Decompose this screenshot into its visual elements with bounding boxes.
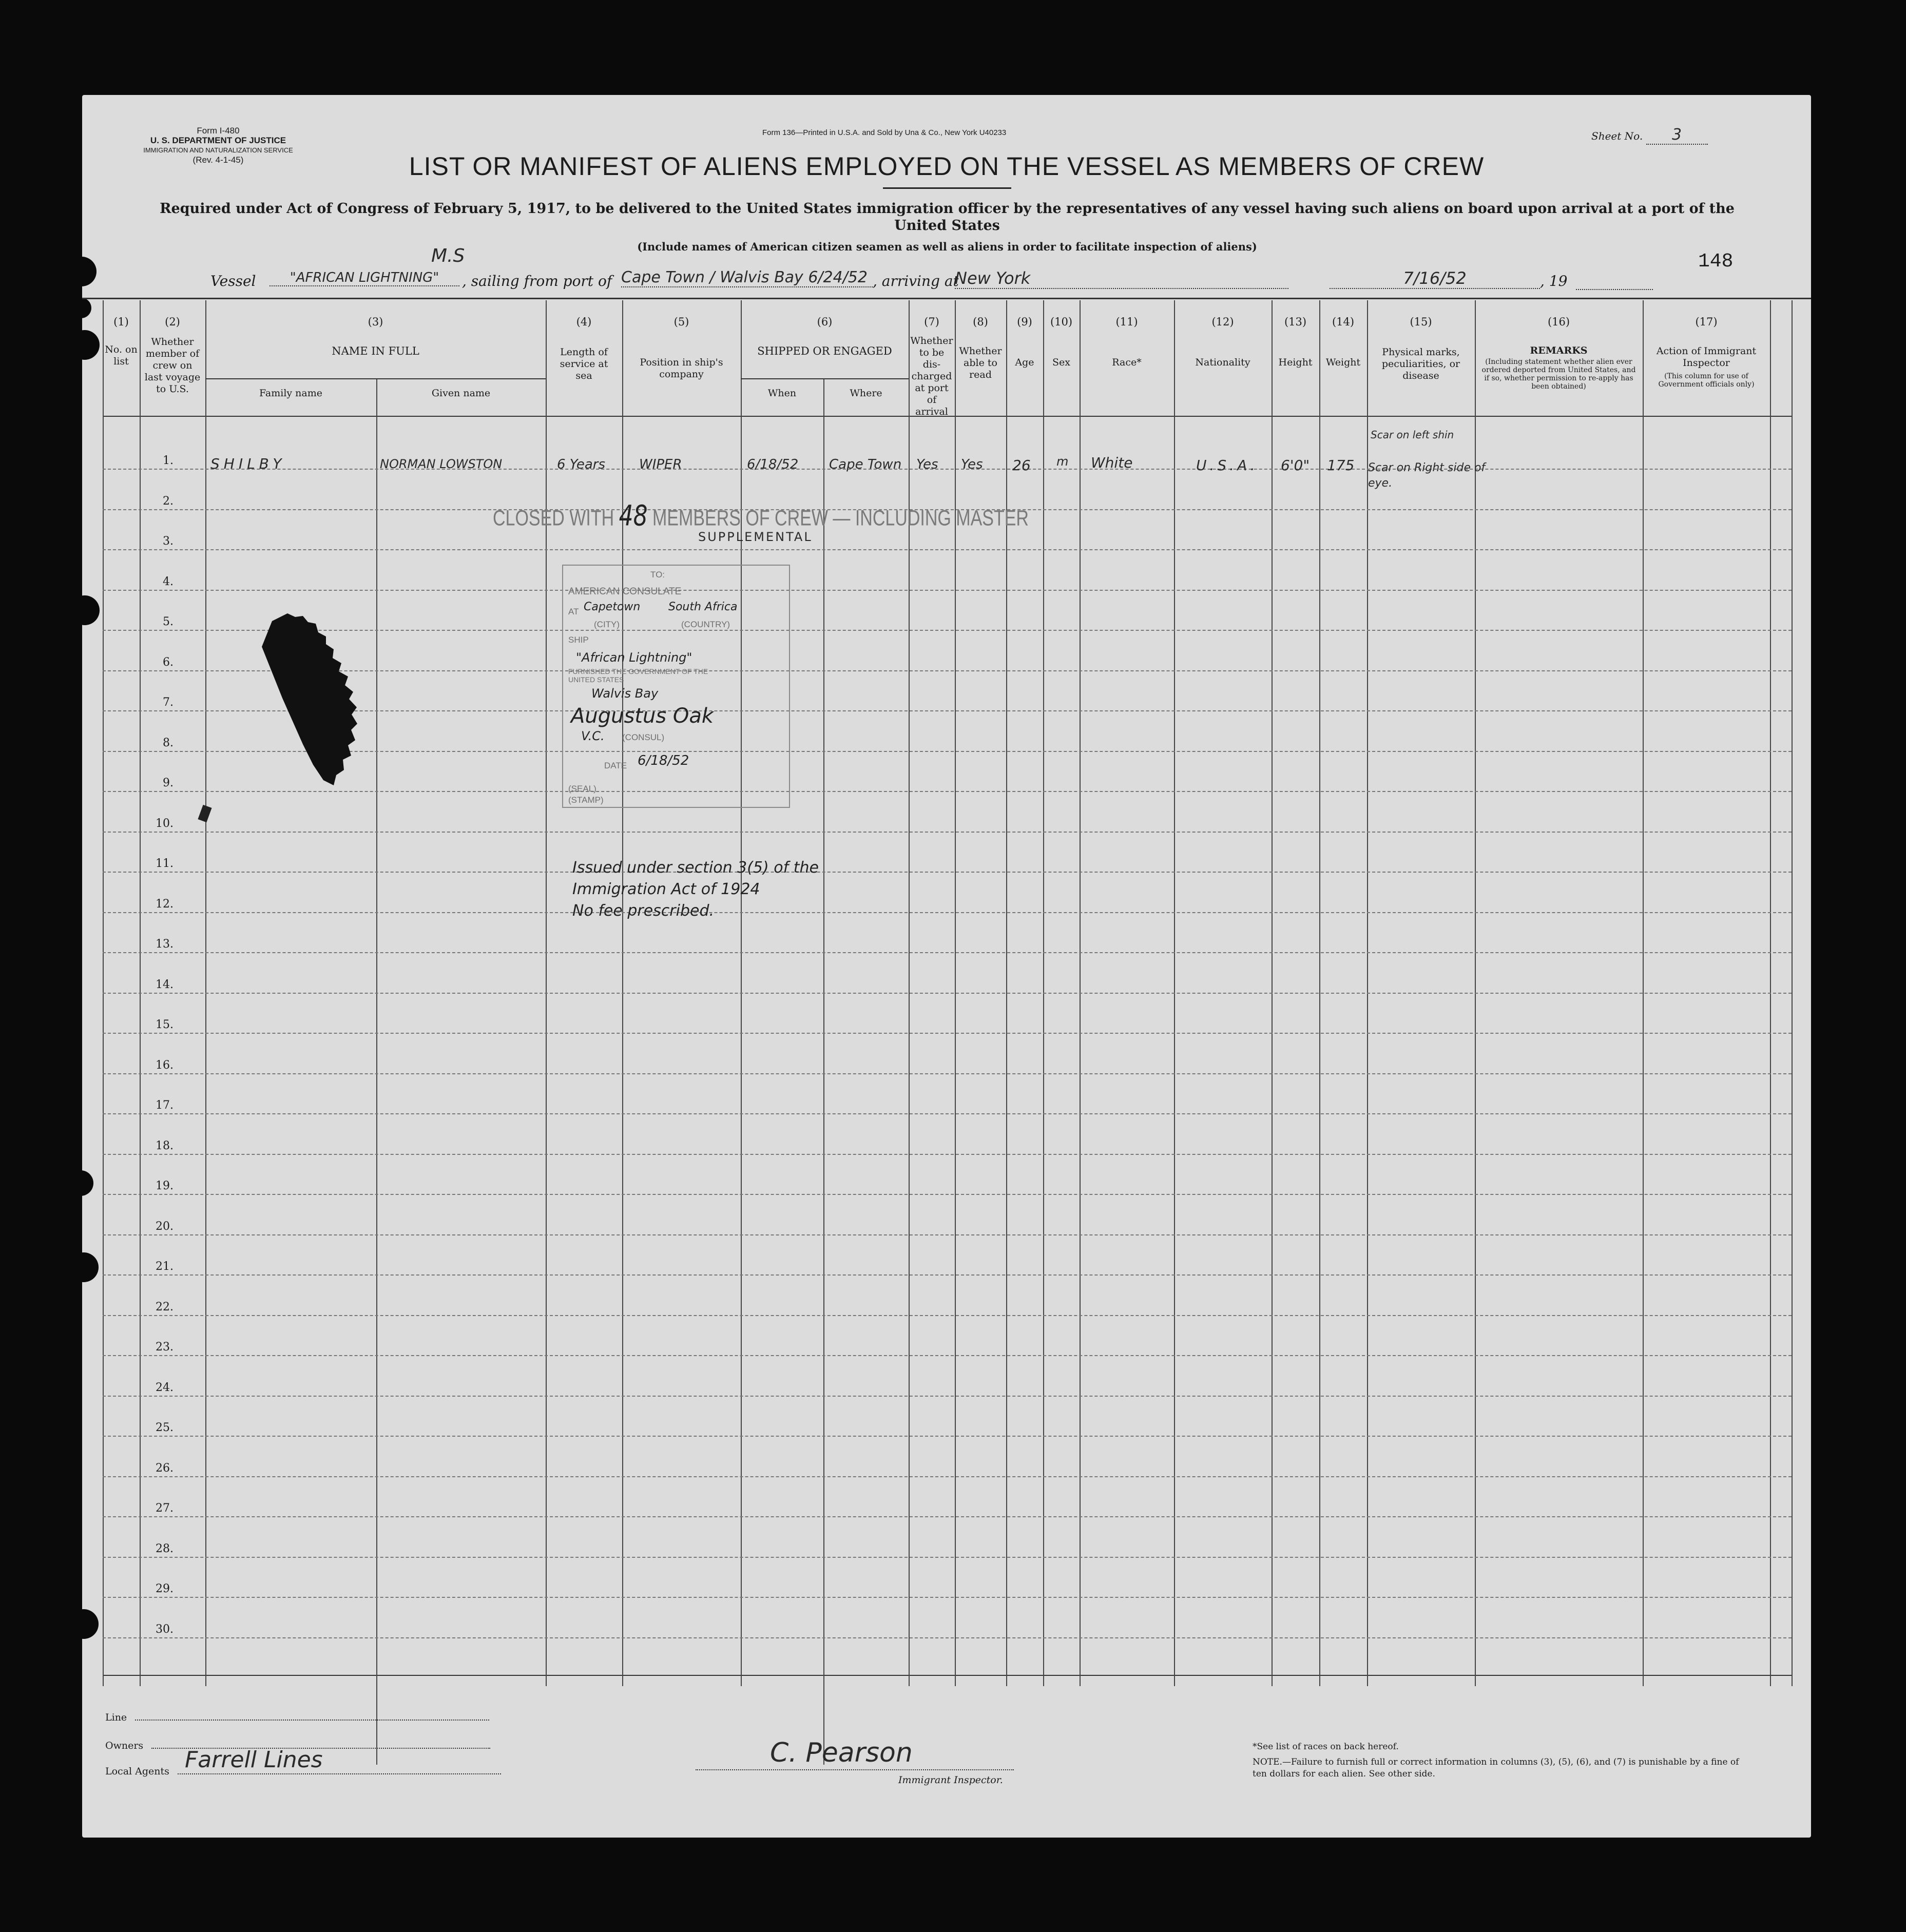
row-number: 2. bbox=[163, 494, 174, 508]
printer-line: Form 136—Printed in U.S.A. and Sold by Una & Co., New York U40233 bbox=[762, 128, 1007, 137]
annotation-line-1: Issued under section 3(5) of the bbox=[572, 859, 819, 877]
vessel-label: Vessel bbox=[210, 273, 256, 289]
service: IMMIGRATION AND NATURALIZATION SERVICE bbox=[143, 146, 293, 154]
owners-label: Owners bbox=[105, 1740, 144, 1751]
col-num-16: (16) bbox=[1547, 316, 1570, 328]
annotation-line-3: No fee prescribed. bbox=[572, 902, 715, 920]
row-rule bbox=[103, 1557, 1792, 1558]
stamp-date-label: DATE bbox=[604, 761, 627, 770]
punch-hole bbox=[67, 257, 97, 286]
row-number: 13. bbox=[156, 938, 174, 951]
row-rule bbox=[103, 1274, 1792, 1276]
punch-hole bbox=[70, 330, 100, 360]
vice-consul: V.C. bbox=[581, 729, 605, 743]
row-rule bbox=[103, 1315, 1792, 1317]
stamp-ship-name: "African Lightning" bbox=[576, 650, 692, 665]
consulate-to: TO: bbox=[650, 570, 665, 579]
arriving-label: , arriving at bbox=[873, 273, 959, 289]
col-num-9: (9) bbox=[1017, 316, 1032, 328]
inspector-signature: C. Pearson bbox=[770, 1737, 913, 1768]
col-header-16: REMARKS bbox=[1530, 345, 1588, 356]
col-subheader-when: When bbox=[767, 388, 797, 399]
row-number: 14. bbox=[156, 978, 174, 991]
weight: 175 bbox=[1327, 457, 1355, 474]
stamp-label: (STAMP) bbox=[568, 795, 604, 805]
race: White bbox=[1091, 454, 1133, 471]
family-name: SHILBY bbox=[210, 455, 286, 472]
col-subheader-given-name: Given name bbox=[431, 388, 491, 399]
punch-hole bbox=[68, 1170, 93, 1196]
row-number: 23. bbox=[156, 1341, 174, 1354]
row-rule bbox=[103, 1637, 1792, 1639]
col-num-7: (7) bbox=[924, 316, 939, 328]
row-rule bbox=[103, 1154, 1792, 1155]
closed-count: 48 bbox=[619, 499, 648, 533]
shipped-where: Cape Town bbox=[829, 457, 902, 472]
page-stamp-number: 148 bbox=[1698, 250, 1734, 273]
punch-hole bbox=[69, 1609, 99, 1639]
sex: m bbox=[1056, 454, 1069, 469]
col-header-7: Whether to be dis-charged at port of arrival bbox=[910, 335, 953, 417]
row-rule bbox=[103, 1597, 1792, 1598]
consul-signature: Augustus Oak bbox=[571, 704, 714, 728]
consulate-country: South Africa bbox=[668, 601, 738, 613]
col-num-17: (17) bbox=[1695, 316, 1718, 328]
physical-marks-1: Scar on left shin bbox=[1371, 429, 1454, 441]
line-rule bbox=[135, 1720, 489, 1721]
row-number: 8. bbox=[163, 736, 174, 749]
col-header-9: Age bbox=[1015, 357, 1034, 368]
row-rule bbox=[103, 872, 1792, 873]
punch-hole bbox=[71, 298, 91, 318]
col-header-16-note: (Including statement whether alien ever ordered deported from United States, and if so, whether permission to re-apply has been obtained) bbox=[1481, 358, 1636, 391]
table-top-rule bbox=[82, 298, 1811, 299]
given-name: NORMAN LOWSTON bbox=[380, 457, 503, 471]
seal-label: (SEAL) bbox=[568, 784, 596, 794]
furnished-label: FURNISHED THE GOVERNMENT OF THE UNITED STATES bbox=[568, 667, 708, 684]
consulate-place: Walvis Bay bbox=[591, 686, 659, 701]
inspector-label: Immigrant Inspector. bbox=[898, 1774, 1003, 1786]
row-number: 18. bbox=[156, 1139, 174, 1152]
col-header-3: NAME IN FULL bbox=[332, 345, 419, 357]
physical-marks-2: Scar on Right side of eye. bbox=[1368, 461, 1486, 490]
year-label: , 19 bbox=[1540, 273, 1568, 289]
manifest-sheet bbox=[82, 95, 1811, 1838]
col-num-13: (13) bbox=[1284, 316, 1307, 328]
punch-hole bbox=[70, 595, 100, 625]
col-header-2: Whether member of crew on last voyage to U.S. bbox=[144, 336, 201, 395]
discharged: Yes bbox=[916, 457, 938, 472]
agents-rule bbox=[178, 1773, 501, 1774]
length-of-service: 6 Years bbox=[557, 457, 605, 472]
row-number: 27. bbox=[156, 1502, 174, 1515]
page-title: LIST OR MANIFEST OF ALIENS EMPLOYED ON THE VESSEL AS MEMBERS OF CREW bbox=[409, 152, 1485, 181]
row-number: 1. bbox=[163, 454, 174, 467]
revision: (Rev. 4-1-45) bbox=[192, 155, 244, 165]
row-number: 5. bbox=[163, 615, 174, 628]
footer-line bbox=[105, 1712, 489, 1723]
col-num-6: (6) bbox=[817, 316, 833, 328]
closed-suffix: MEMBERS OF CREW — INCLUDING MASTER bbox=[652, 506, 1029, 531]
row-number: 3. bbox=[163, 535, 174, 548]
col-header-11: Race* bbox=[1112, 357, 1142, 368]
age: 26 bbox=[1012, 457, 1031, 474]
row-number: 9. bbox=[163, 777, 174, 789]
arrival-date: 7/16/52 bbox=[1330, 268, 1540, 289]
sailing-label: , sailing from port of bbox=[462, 273, 612, 289]
subtitle: Required under Act of Congress of February 5, 1917, to be delivered to the United States immigration officer by the representatives of any vessel having such aliens on board upon arrival at a port of the United States bbox=[160, 201, 1735, 234]
col-header-15: Physical marks, peculiarities, or disease bbox=[1381, 346, 1460, 381]
col-header-17-note: (This column for use of Government officials only) bbox=[1658, 372, 1755, 389]
col-num-3: (3) bbox=[368, 316, 383, 328]
consul-label: (CONSUL) bbox=[622, 732, 665, 742]
inspector-rule bbox=[696, 1769, 1014, 1770]
row-number: 12. bbox=[156, 897, 174, 911]
row-number: 6. bbox=[163, 655, 174, 669]
vessel-name: "AFRICAN LIGHTNING" bbox=[269, 270, 459, 286]
line-label: Line bbox=[105, 1712, 127, 1723]
row-rule bbox=[103, 1476, 1792, 1478]
able-to-read: Yes bbox=[961, 457, 983, 472]
row-rule bbox=[103, 1113, 1792, 1115]
table-bottom-rule bbox=[103, 1675, 1792, 1676]
closed-prefix: CLOSED WITH bbox=[493, 506, 614, 531]
row-number: 29. bbox=[156, 1582, 174, 1595]
row-number: 10. bbox=[156, 817, 174, 830]
col-num-8: (8) bbox=[973, 316, 988, 328]
row-rule bbox=[103, 590, 1792, 591]
col-num-2: (2) bbox=[165, 316, 180, 328]
col-header-12: Nationality bbox=[1195, 357, 1250, 368]
row-number: 24. bbox=[156, 1381, 174, 1394]
row-rule bbox=[103, 1194, 1792, 1195]
shipped-subheader-rule bbox=[741, 378, 909, 379]
seal-impression bbox=[257, 611, 390, 796]
punch-hole bbox=[69, 1252, 99, 1282]
annotation-line-2: Immigration Act of 1924 bbox=[572, 880, 760, 898]
country-label: (COUNTRY) bbox=[681, 620, 730, 629]
col-header-1: No. on list bbox=[105, 344, 138, 367]
ship-label: SHIP bbox=[568, 635, 589, 645]
ink-mark bbox=[198, 805, 211, 822]
agents-signature: Farrell Lines bbox=[185, 1747, 323, 1773]
row-rule bbox=[103, 912, 1792, 914]
col-subheader-family-name: Family name bbox=[259, 388, 322, 399]
row-rule bbox=[103, 993, 1792, 994]
agency: U. S. DEPARTMENT OF JUSTICE bbox=[150, 136, 286, 145]
col-header-5: Position in ship's company bbox=[640, 357, 723, 380]
row-rule bbox=[103, 1396, 1792, 1397]
row-number: 19. bbox=[156, 1180, 174, 1192]
year-line bbox=[1576, 289, 1653, 290]
vessel-prefix: M.S bbox=[431, 245, 465, 266]
col-num-12: (12) bbox=[1211, 316, 1234, 328]
subtitle-note: (Include names of American citizen seamen as well as aliens in order to facilitate inspection of aliens) bbox=[637, 240, 1257, 253]
race-note: *See list of races on back hereof. bbox=[1253, 1742, 1399, 1752]
city-label: (CITY) bbox=[594, 620, 620, 629]
row-number: 30. bbox=[156, 1622, 174, 1636]
row-number: 26. bbox=[156, 1461, 174, 1475]
col-header-13: Height bbox=[1278, 357, 1313, 368]
row-number: 17. bbox=[156, 1099, 174, 1112]
row-number: 28. bbox=[156, 1542, 174, 1555]
row-number: 20. bbox=[156, 1220, 174, 1233]
consulate-at: AT bbox=[568, 607, 579, 616]
row-rule bbox=[103, 1355, 1792, 1357]
col-num-14: (14) bbox=[1332, 316, 1355, 328]
sheet-label: Sheet No. bbox=[1591, 130, 1643, 142]
row-rule bbox=[103, 1234, 1792, 1236]
col-num-4: (4) bbox=[576, 316, 592, 328]
col-header-6: SHIPPED OR ENGAGED bbox=[757, 345, 892, 357]
col-num-10: (10) bbox=[1050, 316, 1073, 328]
agents-label: Local Agents bbox=[105, 1766, 169, 1777]
col-header-14: Weight bbox=[1325, 357, 1361, 368]
row-rule bbox=[103, 1516, 1792, 1518]
arrival-port: New York bbox=[955, 268, 1288, 289]
col-num-11: (11) bbox=[1115, 316, 1138, 328]
sheet-value: 3 bbox=[1646, 126, 1708, 145]
col-num-5: (5) bbox=[673, 316, 689, 328]
height: 6'0" bbox=[1281, 457, 1310, 474]
row-rule bbox=[103, 1073, 1792, 1075]
closed-stamp bbox=[493, 500, 1029, 533]
sailing-port: Cape Town / Walvis Bay 6/24/52 bbox=[621, 268, 873, 287]
row-rule bbox=[103, 469, 1792, 470]
col-header-17: Action of Immigrant Inspector bbox=[1656, 345, 1757, 369]
row-number: 21. bbox=[156, 1260, 174, 1273]
consulate-city: Capetown bbox=[584, 601, 641, 613]
position: WIPER bbox=[639, 457, 682, 472]
col-num-15: (15) bbox=[1410, 316, 1432, 328]
row-rule bbox=[103, 549, 1792, 551]
fine-note: NOTE.—Failure to furnish full or correct information in columns (3), (5), (6), and (7) is punishable by a fine of ten dollars for each alien. See other side. bbox=[1253, 1757, 1739, 1779]
row-rule bbox=[103, 952, 1792, 954]
row-number: 22. bbox=[156, 1300, 174, 1313]
row-number: 11. bbox=[156, 857, 174, 870]
name-subheader-rule bbox=[205, 378, 546, 379]
sheet-number bbox=[1591, 126, 1708, 145]
row-number: 7. bbox=[163, 696, 174, 709]
col-header-4: Length of service at sea bbox=[560, 346, 608, 381]
row-number: 16. bbox=[156, 1058, 174, 1072]
consulate-stamp bbox=[562, 565, 790, 808]
row-number: 15. bbox=[156, 1018, 174, 1031]
nationality: U.S.A. bbox=[1196, 457, 1258, 474]
row-rule bbox=[103, 1033, 1792, 1034]
row-number: 4. bbox=[163, 575, 174, 588]
row-rule bbox=[103, 832, 1792, 833]
col-header-10: Sex bbox=[1052, 357, 1070, 368]
title-rule bbox=[883, 187, 1011, 189]
col-num-1: (1) bbox=[113, 316, 129, 328]
consulate-name: AMERICAN CONSULATE bbox=[568, 586, 682, 597]
annotation bbox=[572, 857, 819, 922]
row-rule bbox=[103, 1436, 1792, 1437]
supplemental-note: SUPPLEMENTAL bbox=[698, 530, 813, 544]
form-number: Form I-480 bbox=[197, 126, 240, 136]
row-number: 25. bbox=[156, 1421, 174, 1434]
col-subheader-where: Where bbox=[850, 388, 882, 399]
shipped-when: 6/18/52 bbox=[747, 457, 799, 472]
stamp-date-value: 6/18/52 bbox=[638, 753, 689, 768]
col-header-8: Whether able to read bbox=[959, 345, 1002, 380]
